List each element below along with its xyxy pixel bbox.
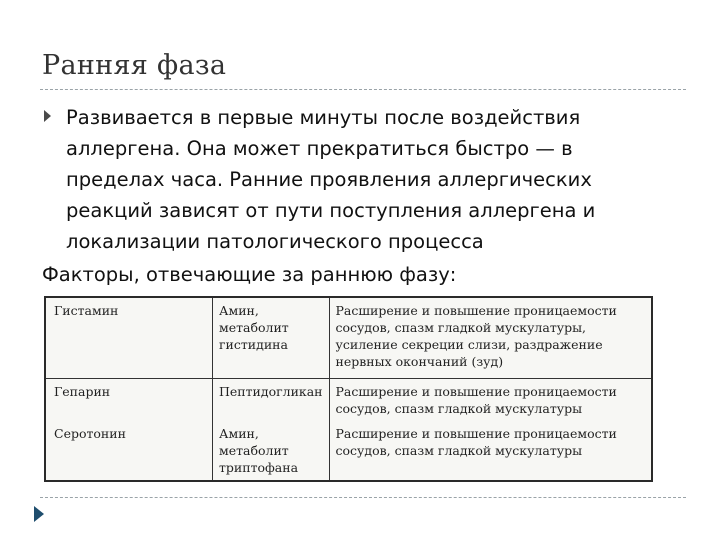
slide-title: Ранняя фаза	[42, 50, 227, 81]
table-row	[46, 378, 651, 421]
factors-heading: Факторы, отвечающие за раннюю фазу:	[42, 263, 457, 286]
table-cell-effect: Расширение и повышение проницаемости сосудов, спазм гладкой мускулатуры, усиление секреции слизи, раздражение нервных окончаний (зуд)	[329, 298, 651, 378]
title-divider	[40, 89, 686, 90]
slide-logo-icon	[34, 506, 44, 522]
bullet-arrow-icon	[44, 110, 51, 122]
mediators-table	[44, 296, 653, 482]
table-cell-nature: Амин, метаболит триптофана	[213, 421, 330, 480]
bullet-text: Развивается в первые минуты после воздействия аллергена. Она может прекратиться быстро — в пределах часа. Ранние проявления аллергических реакций зависят от пути поступления аллергена и локализации патологического процесса	[66, 106, 596, 253]
bullet-item	[44, 102, 664, 257]
table-cell-nature: Амин, метаболит гистидина	[213, 298, 330, 378]
table-row	[46, 298, 651, 378]
table-cell-mediator: Серотонин	[54, 425, 126, 441]
table-cell-mediator: Гепарин	[54, 383, 111, 399]
table-cell-effect: Расширение и повышение проницаемости сосудов, спазм гладкой мускулатуры	[329, 378, 651, 421]
footer-divider	[40, 497, 686, 498]
table-cell-nature: Пептидогликан	[213, 378, 330, 421]
table-row	[46, 421, 651, 480]
table-cell-effect: Расширение и повышение проницаемости сосудов, спазм гладкой мускулатуры	[329, 421, 651, 480]
table-cell-mediator: Гистамин	[46, 298, 213, 378]
